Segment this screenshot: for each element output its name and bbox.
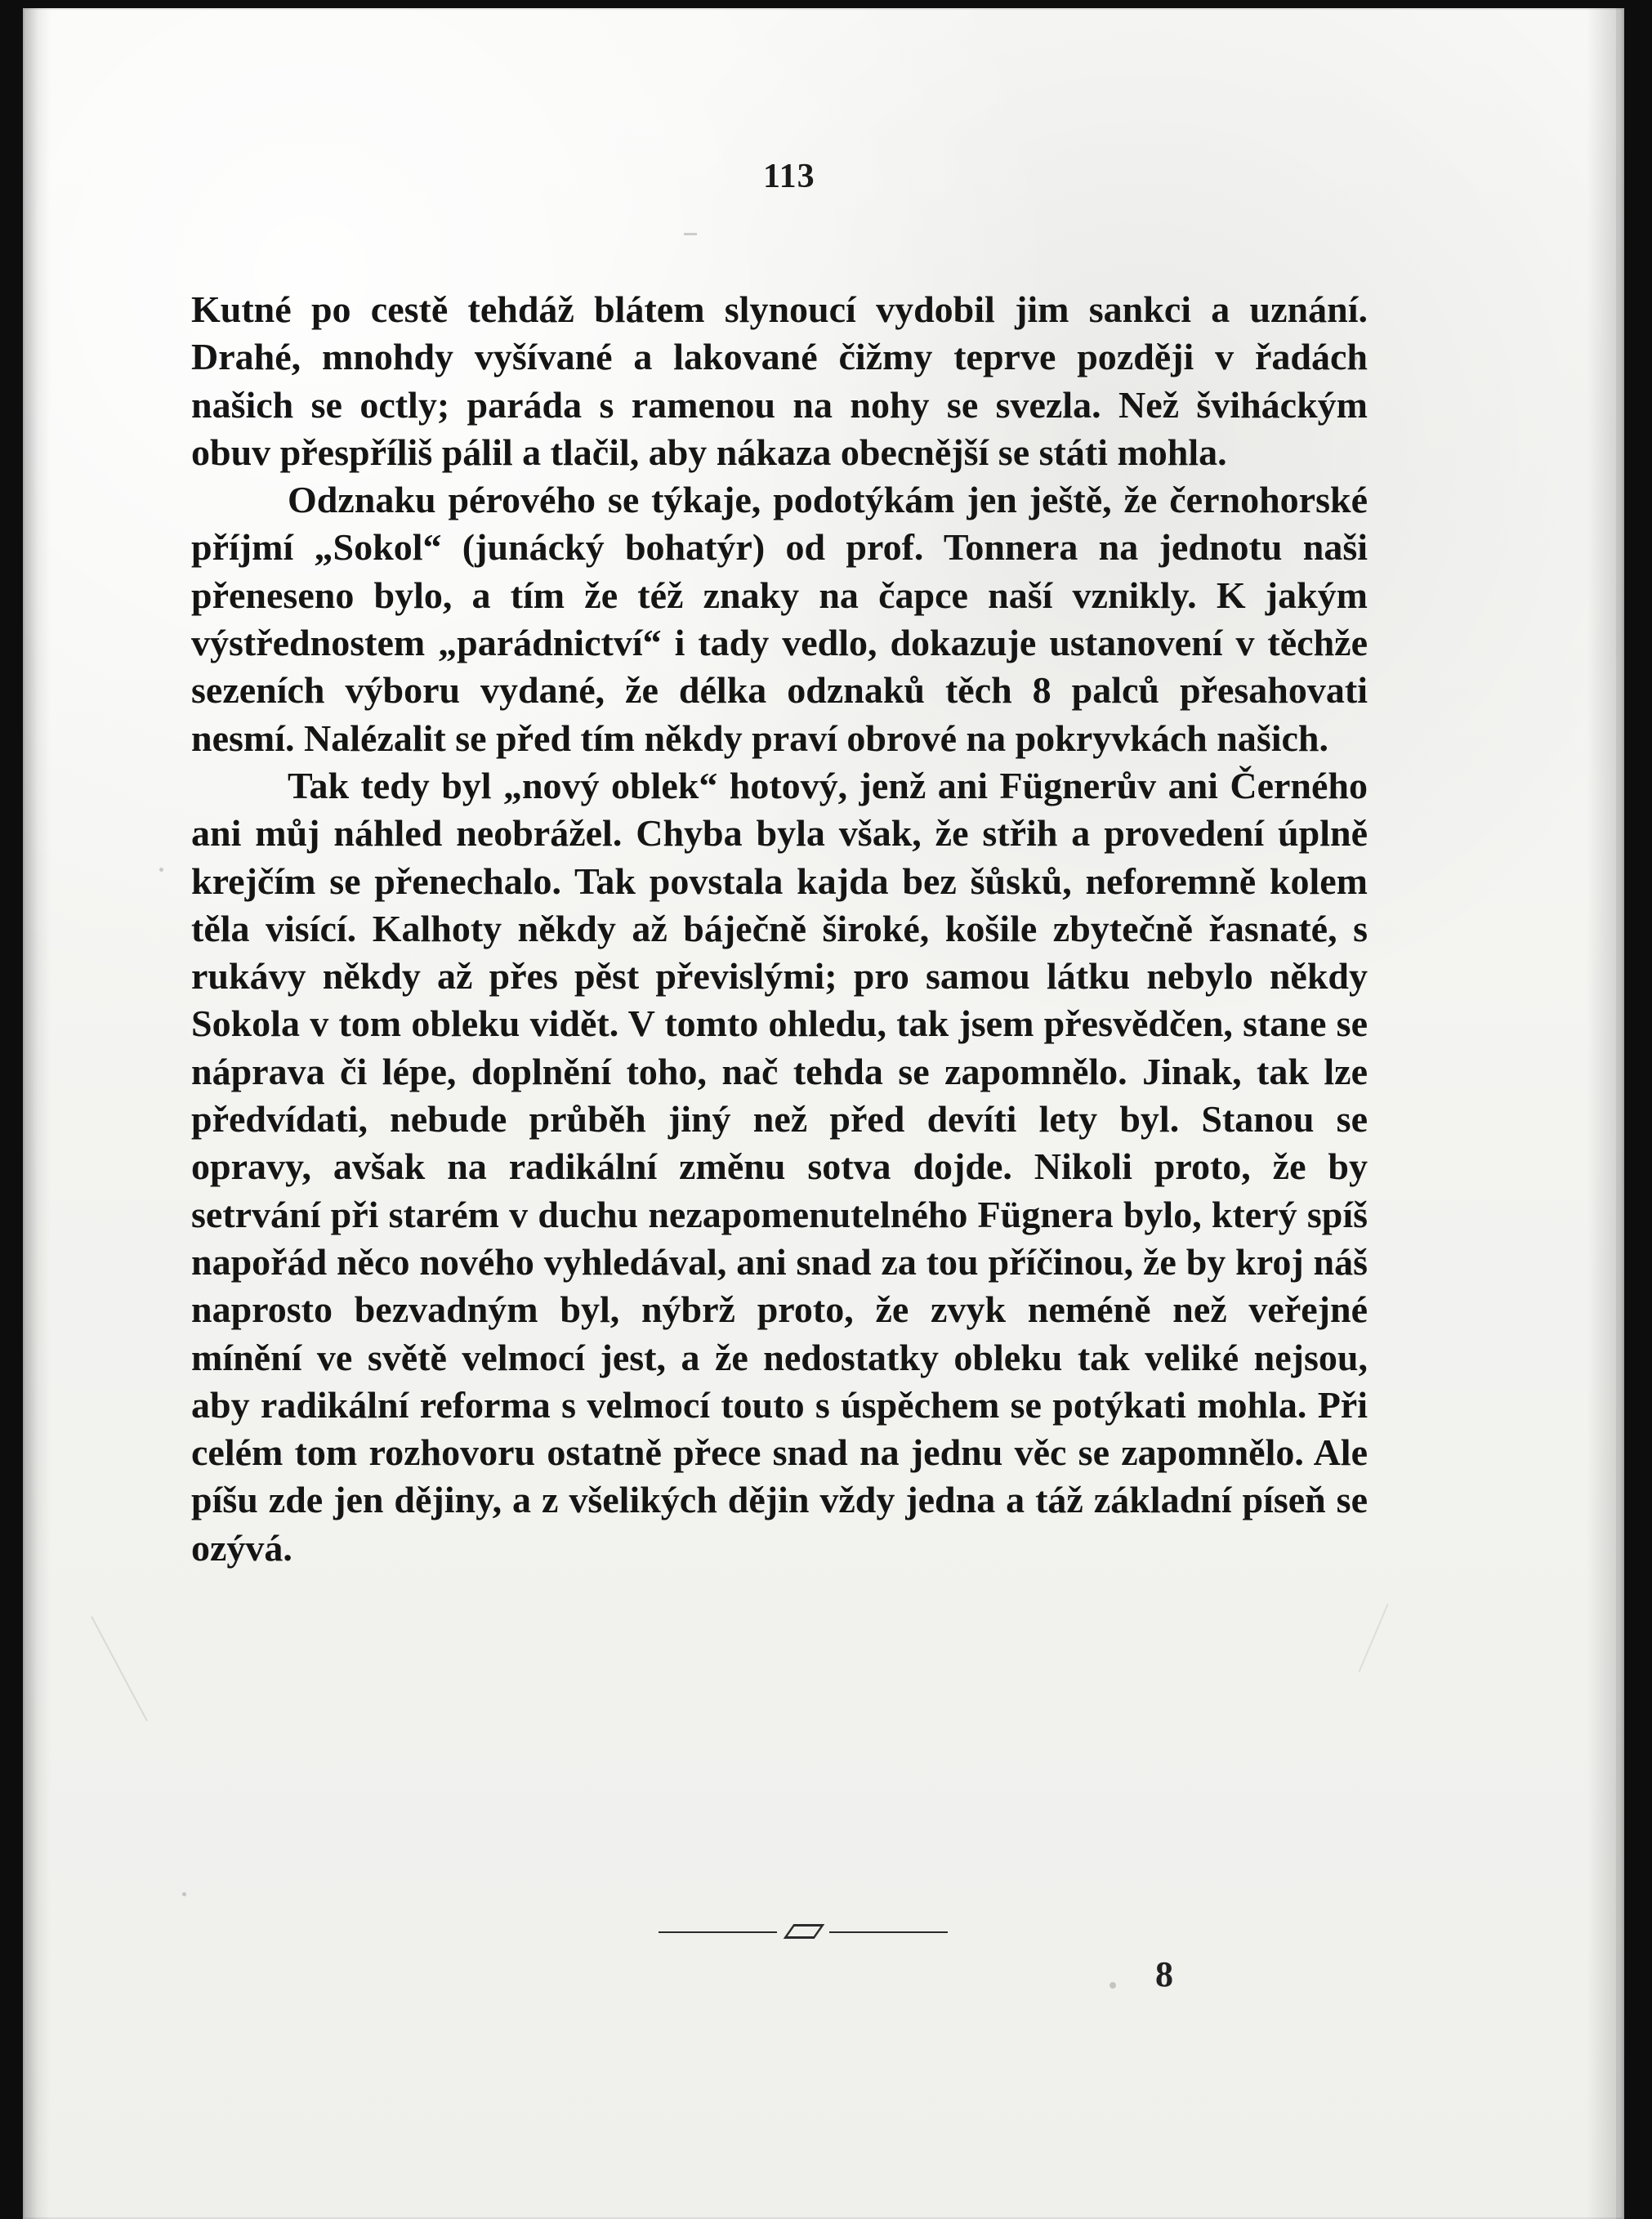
page-number: 113 (763, 158, 815, 195)
section-ornament (659, 1923, 948, 1941)
binding-shadow (23, 8, 51, 2219)
page-edge-shadow (1587, 8, 1624, 2219)
paper-fiber-line (1621, 8, 1624, 2219)
ornament-diamond (784, 1924, 825, 1939)
ornament-line-right (829, 1931, 948, 1933)
page-sheet (23, 8, 1624, 2219)
printer-signature: 8 (1155, 1954, 1173, 1994)
paper-scratch (91, 1616, 148, 1721)
print-speck (1110, 1982, 1116, 1989)
print-speck (684, 233, 697, 235)
ornament-line-left (659, 1931, 777, 1933)
print-speck (159, 868, 163, 872)
paragraph-1: Kutné po cestě tehdáž blátem slynoucí vydobil jim sankci a uznání. Drahé, mnohdy vyšívané a lakované čižmy teprve později v řadách našich se octly; paráda s ramenou na nohy se svezla. Než šviháckým obuv přespříliš pálil a tlačil, aby nákaza obecnější se státi mohla. (191, 288, 1368, 473)
print-speck (182, 1892, 186, 1896)
paragraph-3: Tak tedy byl „nový oblek“ hotový, jenž ani Fügnerův ani Černého ani můj náhled neobrážel. Chyba byla však, že střih a provedení úplně krejčím se přenechalo. Tak povstala kajda bez šůsků, neforemně kolem těla visící. Kalhoty někdy až báječně široké, košile zbytečně řasnaté, s rukávy někdy až přes pěst převislými; pro samou látku nebylo někdy Sokola v tom obleku vidět. V tomto ohledu, tak jsem přesvědčen, stane se náprava či lépe, doplnění toho, nač tehda se zapomnělo. Jinak, tak lze předvídati, nebude průběh jiný než před devíti lety byl. Stanou se opravy, avšak na radikální změnu sotva dojde. Nikoli proto, že by setrvání při starém v duchu nezapomenutelného Fügnera bylo, který spíš napořád něco nového vyhledával, ani snad za tou příčinou, že by kroj náš naprosto bezvadným byl, nýbrž proto, že zvyk neméně než veřejné mínění ve světě velmocí jest, a že nedostatky obleku tak veliké nejsou, aby radikální reforma s velmocí touto s úspěchem se potýkati mohla. Při celém tom rozhovoru ostatně přece snad na jednu věc se zapomnělo. Ale píšu zde jen dějiny, a z všelikých dějin vždy jedna a táž základní píseň se ozývá. (191, 764, 1368, 1569)
paper-scratch (1358, 1604, 1388, 1672)
paragraph-2: Odznaku pérového se týkaje, podotýkám jen ještě, že černohorské příjmí „Sokol“ (junácký bohatýr) od prof. Tonnera na jednotu naši přeneseno bylo, a tím že též znaky na čapce naší vznikly. K jakým výstřednostem „parádnictví“ i tady vedlo, dokazuje ustanovení v těchže sezeních výboru vydané, že délka odznaků těch 8 palců přesahovati nesmí. Nalézalit se před tím někdy praví obrové na pokryvkách našich. (191, 479, 1368, 759)
body-text (191, 286, 1368, 1572)
